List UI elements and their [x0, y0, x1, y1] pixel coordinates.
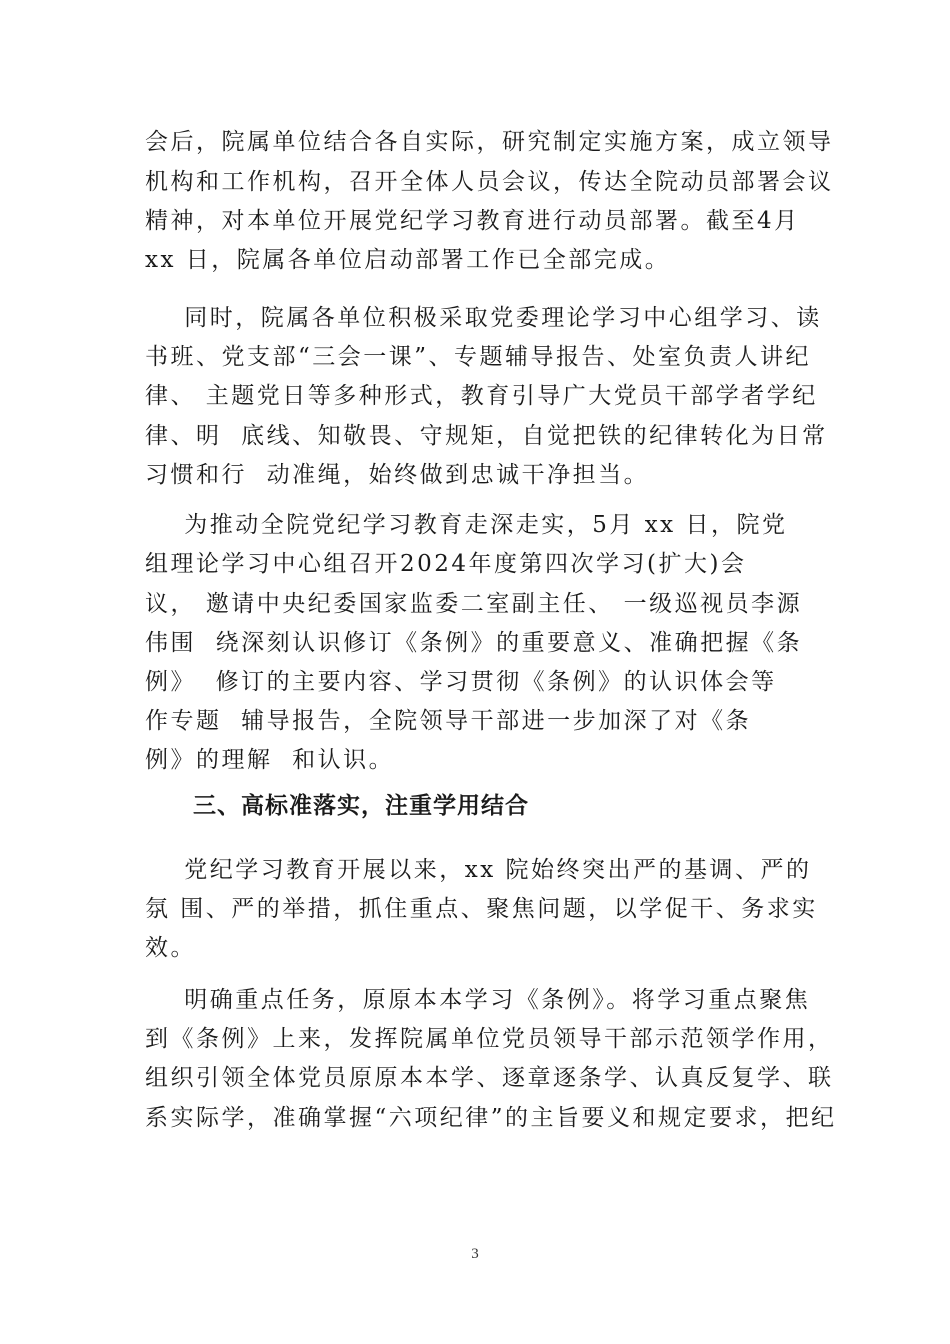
text-line: 作专题 辅导报告，全院领导干部进一步加深了对《条 [145, 708, 752, 734]
text-line: 党纪学习教育开展以来，xx 院始终突出严的基调、严的 [145, 857, 812, 883]
text-line: 组理论学习中心组召开2024年度第四次学习(扩大)会 [145, 551, 747, 577]
text-line: 例》的理解 和认识。 [145, 747, 395, 773]
text-line: 精神，对本单位开展党纪学习教育进行动员部署。截至4月 [145, 208, 800, 234]
text-line: 习惯和行 动准绳，始终做到忠诚干净担当。 [145, 462, 650, 488]
section-heading: 三、高标准落实，注重学用结合 [193, 793, 529, 819]
text-line: xx 日，院属各单位启动部署工作已全部完成。 [145, 247, 671, 273]
text-line: 组织引领全体党员原原本本学、逐章逐条学、认真反复学、联 [145, 1065, 834, 1091]
text-line: 律、明 底线、知敬畏、守规矩，自觉把铁的纪律转化为日常 [145, 423, 828, 449]
text-line: 书班、党支部“三会一课”、专题辅导报告、处室负责人讲纪 [145, 344, 812, 370]
text-line: 氛 围、严的举措，抓住重点、聚焦问题，以学促干、务求实 [145, 896, 818, 922]
text-line: 机构和工作机构，召开全体人员会议，传达全院动员部署会议 [145, 169, 834, 195]
text-line: 系实际学，准确掌握“六项纪律”的主旨要义和规定要求，把纪 [145, 1105, 837, 1131]
text-line: 会后，院属单位结合各自实际，研究制定实施方案，成立领导 [145, 129, 834, 155]
text-line: 明确重点任务，原原本本学习《条例》。将学习重点聚焦 [145, 987, 811, 1013]
text-line: 伟围 绕深刻认识修订《条例》的重要意义、准确把握《条 [145, 630, 803, 656]
page-number: 3 [471, 1246, 479, 1262]
text-line: 到《条例》上来，发挥院属单位党员领导干部示范领学作用， [145, 1026, 834, 1052]
text-line: 议， 邀请中央纪委国家监委二室副主任、 一级巡视员李源 [145, 591, 803, 617]
text-line: 例》 修订的主要内容、学习贯彻《条例》的认识体会等 [145, 669, 777, 695]
text-line: 律、 主题党日等多种形式，教育引导广大党员干部学者学纪 [145, 383, 818, 409]
text-line: 同时，院属各单位积极采取党委理论学习中心组学习、读 [145, 305, 822, 331]
text-line: 效。 [145, 935, 196, 961]
text-line: 为推动全院党纪学习教育走深走实，5月 xx 日，院党 [145, 512, 788, 538]
